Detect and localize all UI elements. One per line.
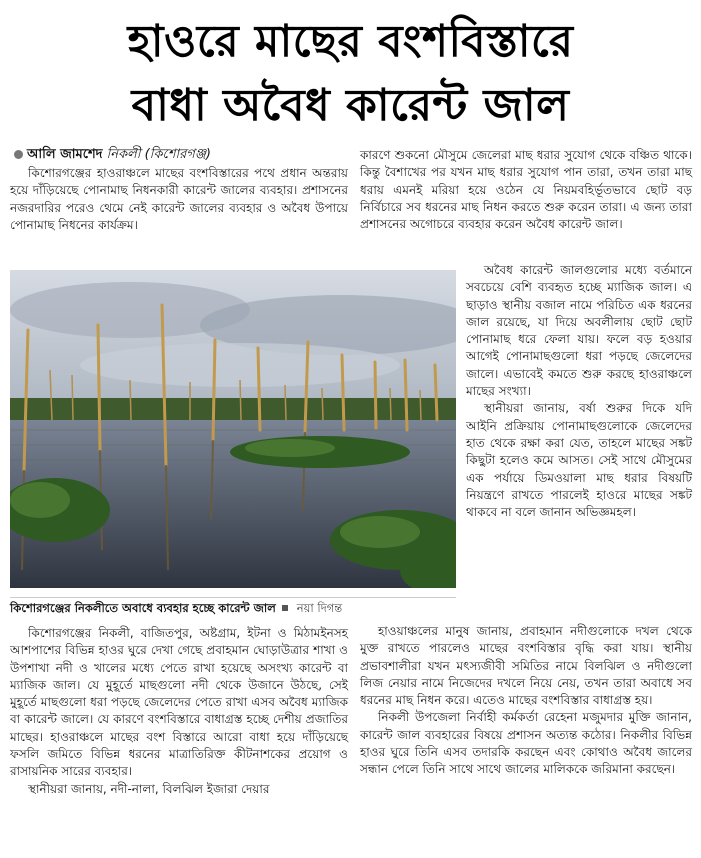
paragraph-magic-net: অবৈধ কারেন্ট জালগুলোর মধ্যে বর্তমানে সবচেয়ে বেশি ব্যবহৃত হচ্ছে ম্যাজিক জাল। এ ছাড়াও স্থানীয় বজাল নামে পরিচিত এক ধরনের জাল রয়েছে, যা দিয়ে অবলীলায় ছোট ছোট পোনামাছ ধরে ফেলা যায়। ফলে বড় হওয়ার আগেই পোনামাছগুলো ধরা পড়ছে জেলেদের জালে। এভাবেই কমতে শুরু করছে হাওরাঞ্চলে মাছের সংখ্যা। — [466, 263, 692, 399]
paragraph-intro: কিশোরগঞ্জের হাওরাঞ্চলে মাছের বংশবিস্তারের পথে প্রধান অন্তরায় হয়ে দাঁড়িয়েছে পোনামাছ নিধনকারী কারেন্ট জালের ব্যবহার। প্রশাসনের নজরদারির পরেও থেমে নেই কারেন্ট জালের ব্যবহার ও অবৈধ উপায়ে পোনামাছ নিধনের কার্যক্রম। — [10, 166, 348, 232]
photo-credit: নয়া দিগন্ত — [296, 601, 343, 615]
caption-text: কিশোরগঞ্জের নিকলীতে অবাধে ব্যবহার হচ্ছে কারেন্ট জাল — [10, 601, 276, 615]
headline-line-1: হাওরে মাছের বংশবিস্তারে — [127, 16, 574, 67]
article-column-2-middle — [466, 262, 692, 521]
paragraph-locals-start: স্থানীয়রা জানায়, নদী-নালা, বিলঝিল ইজারা দেয়ার — [28, 781, 270, 796]
headline-line-2: বাধা অবৈধ কারেন্ট জাল — [131, 80, 570, 131]
bullet-icon — [14, 150, 23, 159]
paragraph-locations: কিশোরগঞ্জের নিকলী, বাজিতপুর, অষ্টগ্রাম, ইটনা ও মিঠামইনসহ আশপাশের বিভিন্ন হাওর ঘুরে দেখা গেছে প্রবাহমান ঘোড়াউত্রার শাখা ও উপশাখা নদী ও খালের মধ্যে পেতে রাখা হয়েছে অসংখ্য কারেন্ট বা ম্যাজিক জাল। যে মুহূর্তে মাছগুলো নদী থেকে উজানে উঠছে, সেই মুহূর্তে মাছগুলো ধরা পড়ছে জেলেদের পেতে রাখা এসব অবৈধ ম্যাজিক বা কারেন্ট জালে। যে কারণে বংশবিস্তারে বাধাগ্রস্ত হচ্ছে দেশীয় প্রজাতির মাছের। হাওরাঞ্চলে মাছের বংশ বিস্তারে আরো বাধা হয়ে দাঁড়িয়েছে ফসলি জমিতে বিভিন্ন ধরনের মাত্রাতিরিক্ত কীটনাশকের প্রয়োগ ও রাসায়নিক সারের ব্যবহার। — [10, 626, 348, 779]
byline — [14, 147, 211, 163]
square-bullet-icon — [282, 605, 288, 611]
photo-caption — [10, 597, 456, 615]
article-column-2-top — [360, 147, 692, 233]
paragraph-uno-statement: নিকলী উপজেলা নির্বাহী কর্মকর্তা রেহেনা মজুমদার মুক্তি জানান, কারেন্ট জাল ব্যবহারের বিষয়ে প্রশাসন অত্যন্ত কঠোর। নিকলীর বিভিন্ন হাওর ঘুরে তিনি এসব তদারকি করছেন এবং কোথাও অবৈধ জালের সন্ধান পেলে তিনি সাথে সাথে জালের মালিককে জরিমানা করছেন। — [360, 710, 692, 777]
article-column-2-bottom — [360, 623, 692, 779]
article-column-1-bottom — [10, 625, 348, 798]
paragraph-continued: কারণে শুকনো মৌসুমে জেলেরা মাছ ধরার সুযোগ থেকে বঞ্চিত থাকে। কিন্তু বৈশাখের পর যখন মাছ ধরার সুযোগ পান তারা, তখন তারা মাছ ধরায় এমনই মরিয়া হয়ে ওঠেন যে নিয়মবহির্ভূতভাবে ছোট বড় নির্বিচারে সব ধরনের মাছ নিধন করতে শুরু করেন তারা। এ জন্য তারা প্রশাসনের অগোচরে ব্যবহার করেন অবৈধ কারেন্ট জাল। — [360, 148, 692, 232]
paragraph-haor-people: হাওয়াঞ্চলের মানুষ জানায়, প্রবাহমান নদীগুলোকে দখল থেকে মুক্ত রাখতে পারলেও মাছের বংশবিস্তার বৃদ্ধি করা যায়। স্থানীয় প্রভাবশালীরা যখন মৎস্যজীবী সমিতির নামে বিলঝিল ও নদীগুলো লিজ নেয়ার নামে নিজেদের দখলে নিয়ে নেয়, তখন তারা অবাধে সব ধরনের মাছ নিধন করে। এতেও মাছের বংশবিস্তার বাধাগ্রস্ত হয়। — [360, 624, 692, 708]
paragraph-monsoon: স্থানীয়রা জানায়, বর্ষা শুরুর দিকে যদি আইনি প্রক্রিয়ায় পোনামাছগুলোকে জেলেদের হাত থেকে রক্ষা করা যেত, তাহলে মাছের সঙ্কট কিছুটা হলেও কমে আসত। সেই সাথে মৌসুমের এক পর্যায়ে ডিমওয়ালা মাছ ধরার বিষয়টি নিয়ন্ত্রণে রাখতে পারলেই হাওরে মাছের সঙ্কট থাকবে না বলে জানান অভিজ্ঞমহল। — [466, 401, 692, 520]
author-name: আলি জামশেদ — [27, 147, 103, 162]
news-photo — [10, 270, 456, 588]
article-column-1-top — [10, 165, 348, 234]
dateline-location: নিকলী (কিশোরগঞ্জ) — [106, 147, 212, 162]
